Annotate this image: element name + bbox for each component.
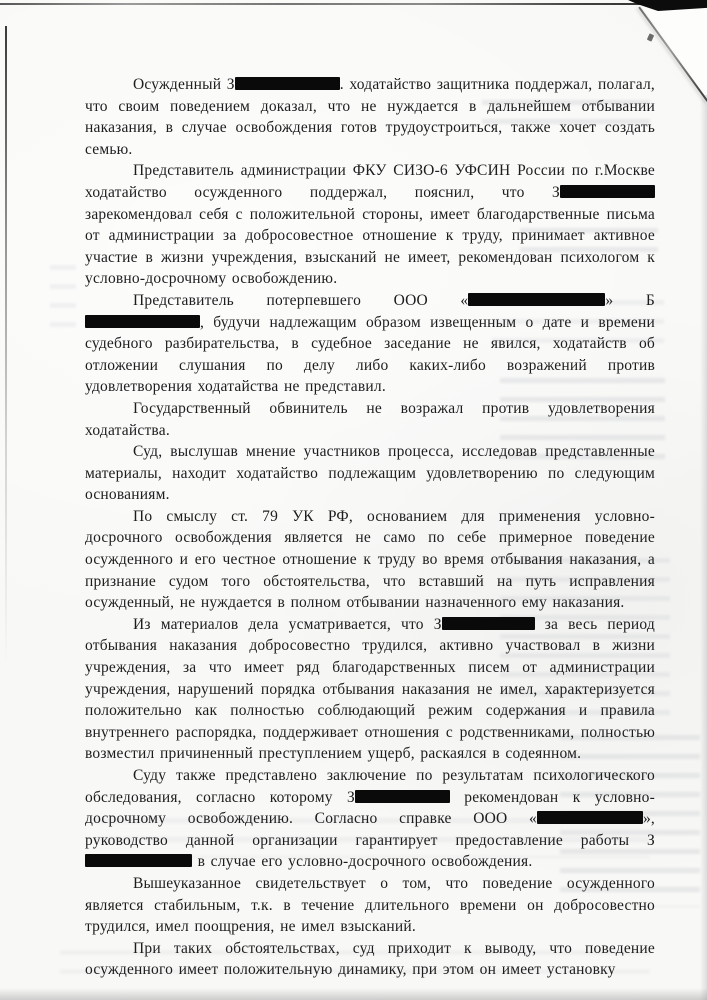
scan-top-edge-line: [0, 3, 707, 5]
scan-bottom-edge-shade: [0, 988, 707, 1000]
paragraph-6: По смыслу ст. 79 УК РФ, основанием для применения условно-досрочного освобождения является не само по себе примерное поведение осужденного и его честное отношение к труду во время отбывания наказания, а признание судом того обстоятельства, что вставший на путь исправления осужденный, не нуждается в полном отбывании назначенного ему наказания.: [85, 507, 655, 612]
redaction-bar: [235, 77, 340, 90]
redaction-bar: [442, 617, 535, 630]
paragraph-2: Представитель администрации ФКУ СИЗО-6 УФСИН России по г.Москве ходатайство осужденного поддержал, пояснил, что З зарекомендовал себя с положительной стороны, имеет благодарственные письма от администрации за добросовестное отношение к труду, принимает активное участие в жизни учреждения, взысканий не имеет, рекомендован психологом к условно-досрочному освобождению.: [85, 162, 655, 288]
paragraph-3: Представитель потерпевшего ООО « » Б, будучи надлежащим образом извещенным о дате и времени судебного разбирательства, в судебное заседание не явился, ходатайств об отложении слушания по делу либо каких-либо возражений против удовлетворения ходатайства не представил.: [85, 291, 655, 396]
paragraph-10: При таких обстоятельствах, суд приходит к выводу, что поведение осужденного имеет положительную динамику, при этом он имеет установку: [85, 939, 655, 979]
scan-left-edge-line: [5, 26, 7, 666]
fold-speck: [647, 33, 654, 41]
redaction-bar: [468, 293, 605, 306]
paragraph-9: Вышеуказанное свидетельствует о том, что поведение осужденного является стабильным, т.к. в течение длительного времени он добросовестно трудился, имел поощрения, не имел взысканий.: [85, 874, 655, 936]
paragraph-7: Из материалов дела усматривается, что З за весь период отбывания наказания добросовестно трудился, активно участвовал в жизни учреждения, за что имеет ряд благодарственных писем от администрации учреждения, нарушений порядка отбывания наказания не имел, характеризуется положительно как полностью соблюдающий режим содержания и правила внутреннего распорядка, поддерживает отношения с родственниками, полностью возместил причиненный преступлением ущерб, раскаялся в содеянном.: [85, 615, 655, 763]
bleedthrough-artifact: [50, 265, 76, 327]
paragraph-1: Осужденный З . ходатайство защитника поддержал, полагал, что своим поведением доказал, что не нуждается в дальнейшем отбывании наказания, в случае освобождения готов трудоустроиться, также хочет создать семью.: [85, 76, 655, 158]
redaction-bar: [85, 315, 200, 328]
redaction-bar: [355, 790, 450, 803]
redaction-bar: [537, 811, 643, 824]
paragraph-8: Суду также представлено заключение по результатам психологического обследования, согласно которому З рекомендован к условно-досрочному освобождению. Согласно справке ООО « », руководство данной организации гарантирует предоставление работы З в случае его условно-досрочного освобождения.: [85, 767, 655, 871]
redaction-bar: [560, 185, 655, 198]
paragraph-4: Государственный обвинитель не возражал против удовлетворения ходатайства.: [85, 399, 655, 439]
paragraph-5: Суд, выслушав мнение участников процесса, исследовав представленные материалы, находит ходатайство подлежащим удовлетворению по следующим основаниям.: [85, 443, 655, 504]
document-text-block: [85, 74, 655, 981]
scan-right-edge-shade: [700, 95, 707, 1000]
redaction-bar: [85, 854, 192, 867]
